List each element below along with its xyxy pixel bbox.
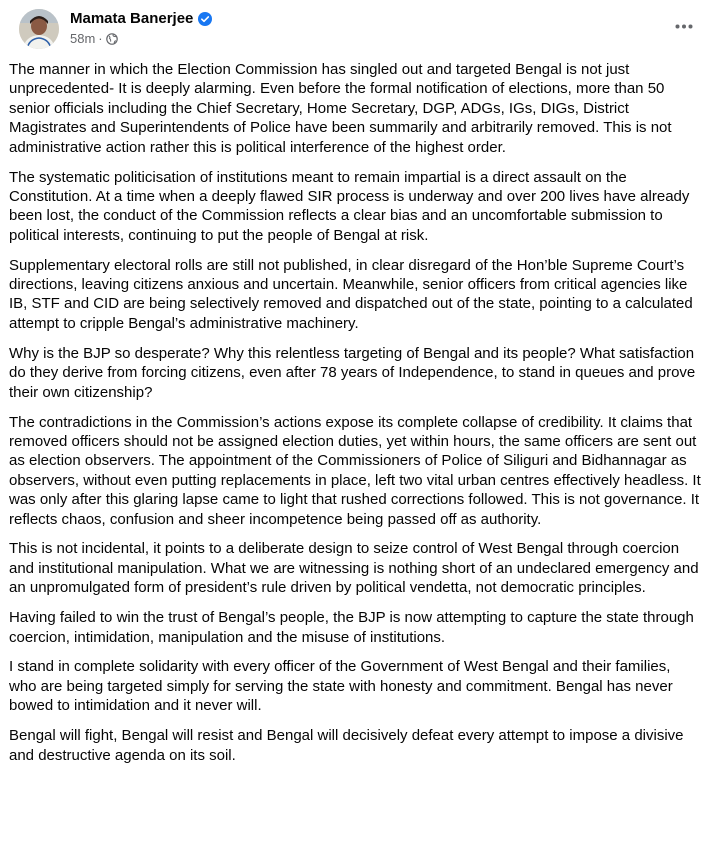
post-paragraph: Why is the BJP so desperate? Why this relentless targeting of Bengal and its people? What satisfaction do they derive from forcing citizens, even after 78 years of Independence, to stand in queues and prove their own citizenship? bbox=[9, 344, 696, 401]
post-paragraph: Supplementary electoral rolls are still not published, in clear disregard of the Hon’ble Supreme Court’s directions, leaving citizens anxious and uncertain. Meanwhile, senior officers from critical agencies like IB, STF and CID are being selectively removed and dispatched out of the state, pointing to a calculated attempt to cripple Bengal’s administrative machinery. bbox=[9, 256, 693, 332]
post-header bbox=[9, 0, 708, 56]
avatar[interactable] bbox=[19, 9, 59, 49]
post-paragraph: I stand in complete solidarity with every officer of the Government of West Bengal and their families, who are being targeted simply for serving the state with honesty and commitment. Bengal has never bowed to intimidation and it never will. bbox=[9, 658, 673, 715]
post-paragraph: The manner in which the Election Commission has singled out and targeted Bengal is not just unprecedented- It is deeply alarming. Even before the formal notification of elections, more than 50 senior officials including the Chief Secretary, Home Secretary, DGP, ADGs, IGs, DIGs, District Magistrates and Superintendents of Police have been summarily and arbitrarily removed. This is not administrative action rather this is political interference of the highest order. bbox=[9, 61, 672, 156]
avatar-image bbox=[19, 9, 59, 49]
author-name[interactable] bbox=[70, 9, 212, 29]
post-paragraph: The systematic politicisation of institutions meant to remain impartial is a direct assault on the Constitution. At a time when a deeply flawed SIR process is underway and over 200 lives have already been lost, the conduct of the Commission reflects a clear bias and an uncomfortable submission to political interests, continuing to put the people of Bengal at risk. bbox=[9, 168, 690, 244]
post-paragraph: Having failed to win the trust of Bengal’s people, the BJP is now attempting to capture the state through coercion, intimidation, manipulation and the misuse of institutions. bbox=[9, 609, 694, 646]
more-options-button[interactable] bbox=[670, 14, 698, 38]
post-timestamp[interactable]: 58m bbox=[70, 31, 96, 46]
verified-badge-icon bbox=[198, 12, 212, 26]
more-options-icon bbox=[675, 24, 693, 29]
post-body bbox=[9, 60, 702, 776]
meta-separator: · bbox=[98, 31, 103, 46]
globe-icon[interactable] bbox=[106, 33, 118, 45]
post-paragraph: The contradictions in the Commission’s actions expose its complete collapse of credibility. It claims that removed officers should not be assigned election duties, yet within hours, the same officers are sent out as election observers. The appointment of the Commissioners of Police of Siliguri and Bidhannagar as observers, without even putting replacements in place, left two vital urban centres effectively headless. It was only after this glaring lapse came to light that rushed corrections followed. This is not governance. It reflects chaos, confusion and sheer incompetence being passed off as authority. bbox=[9, 413, 701, 528]
post-paragraph: This is not incidental, it points to a deliberate design to seize control of West Bengal through coercion and institutional manipulation. What we are witnessing is nothing short of an undeclared emergency and an unpromulgated form of president’s rule driven by political vendetta, not democratic principles. bbox=[9, 540, 699, 597]
post-meta bbox=[70, 31, 118, 47]
author-name-text[interactable]: Mamata Banerjee bbox=[70, 10, 194, 27]
post-paragraph: Bengal will fight, Bengal will resist and Bengal will decisively defeat every attempt to impose a divisive and destructive agenda on its soil. bbox=[9, 727, 684, 764]
